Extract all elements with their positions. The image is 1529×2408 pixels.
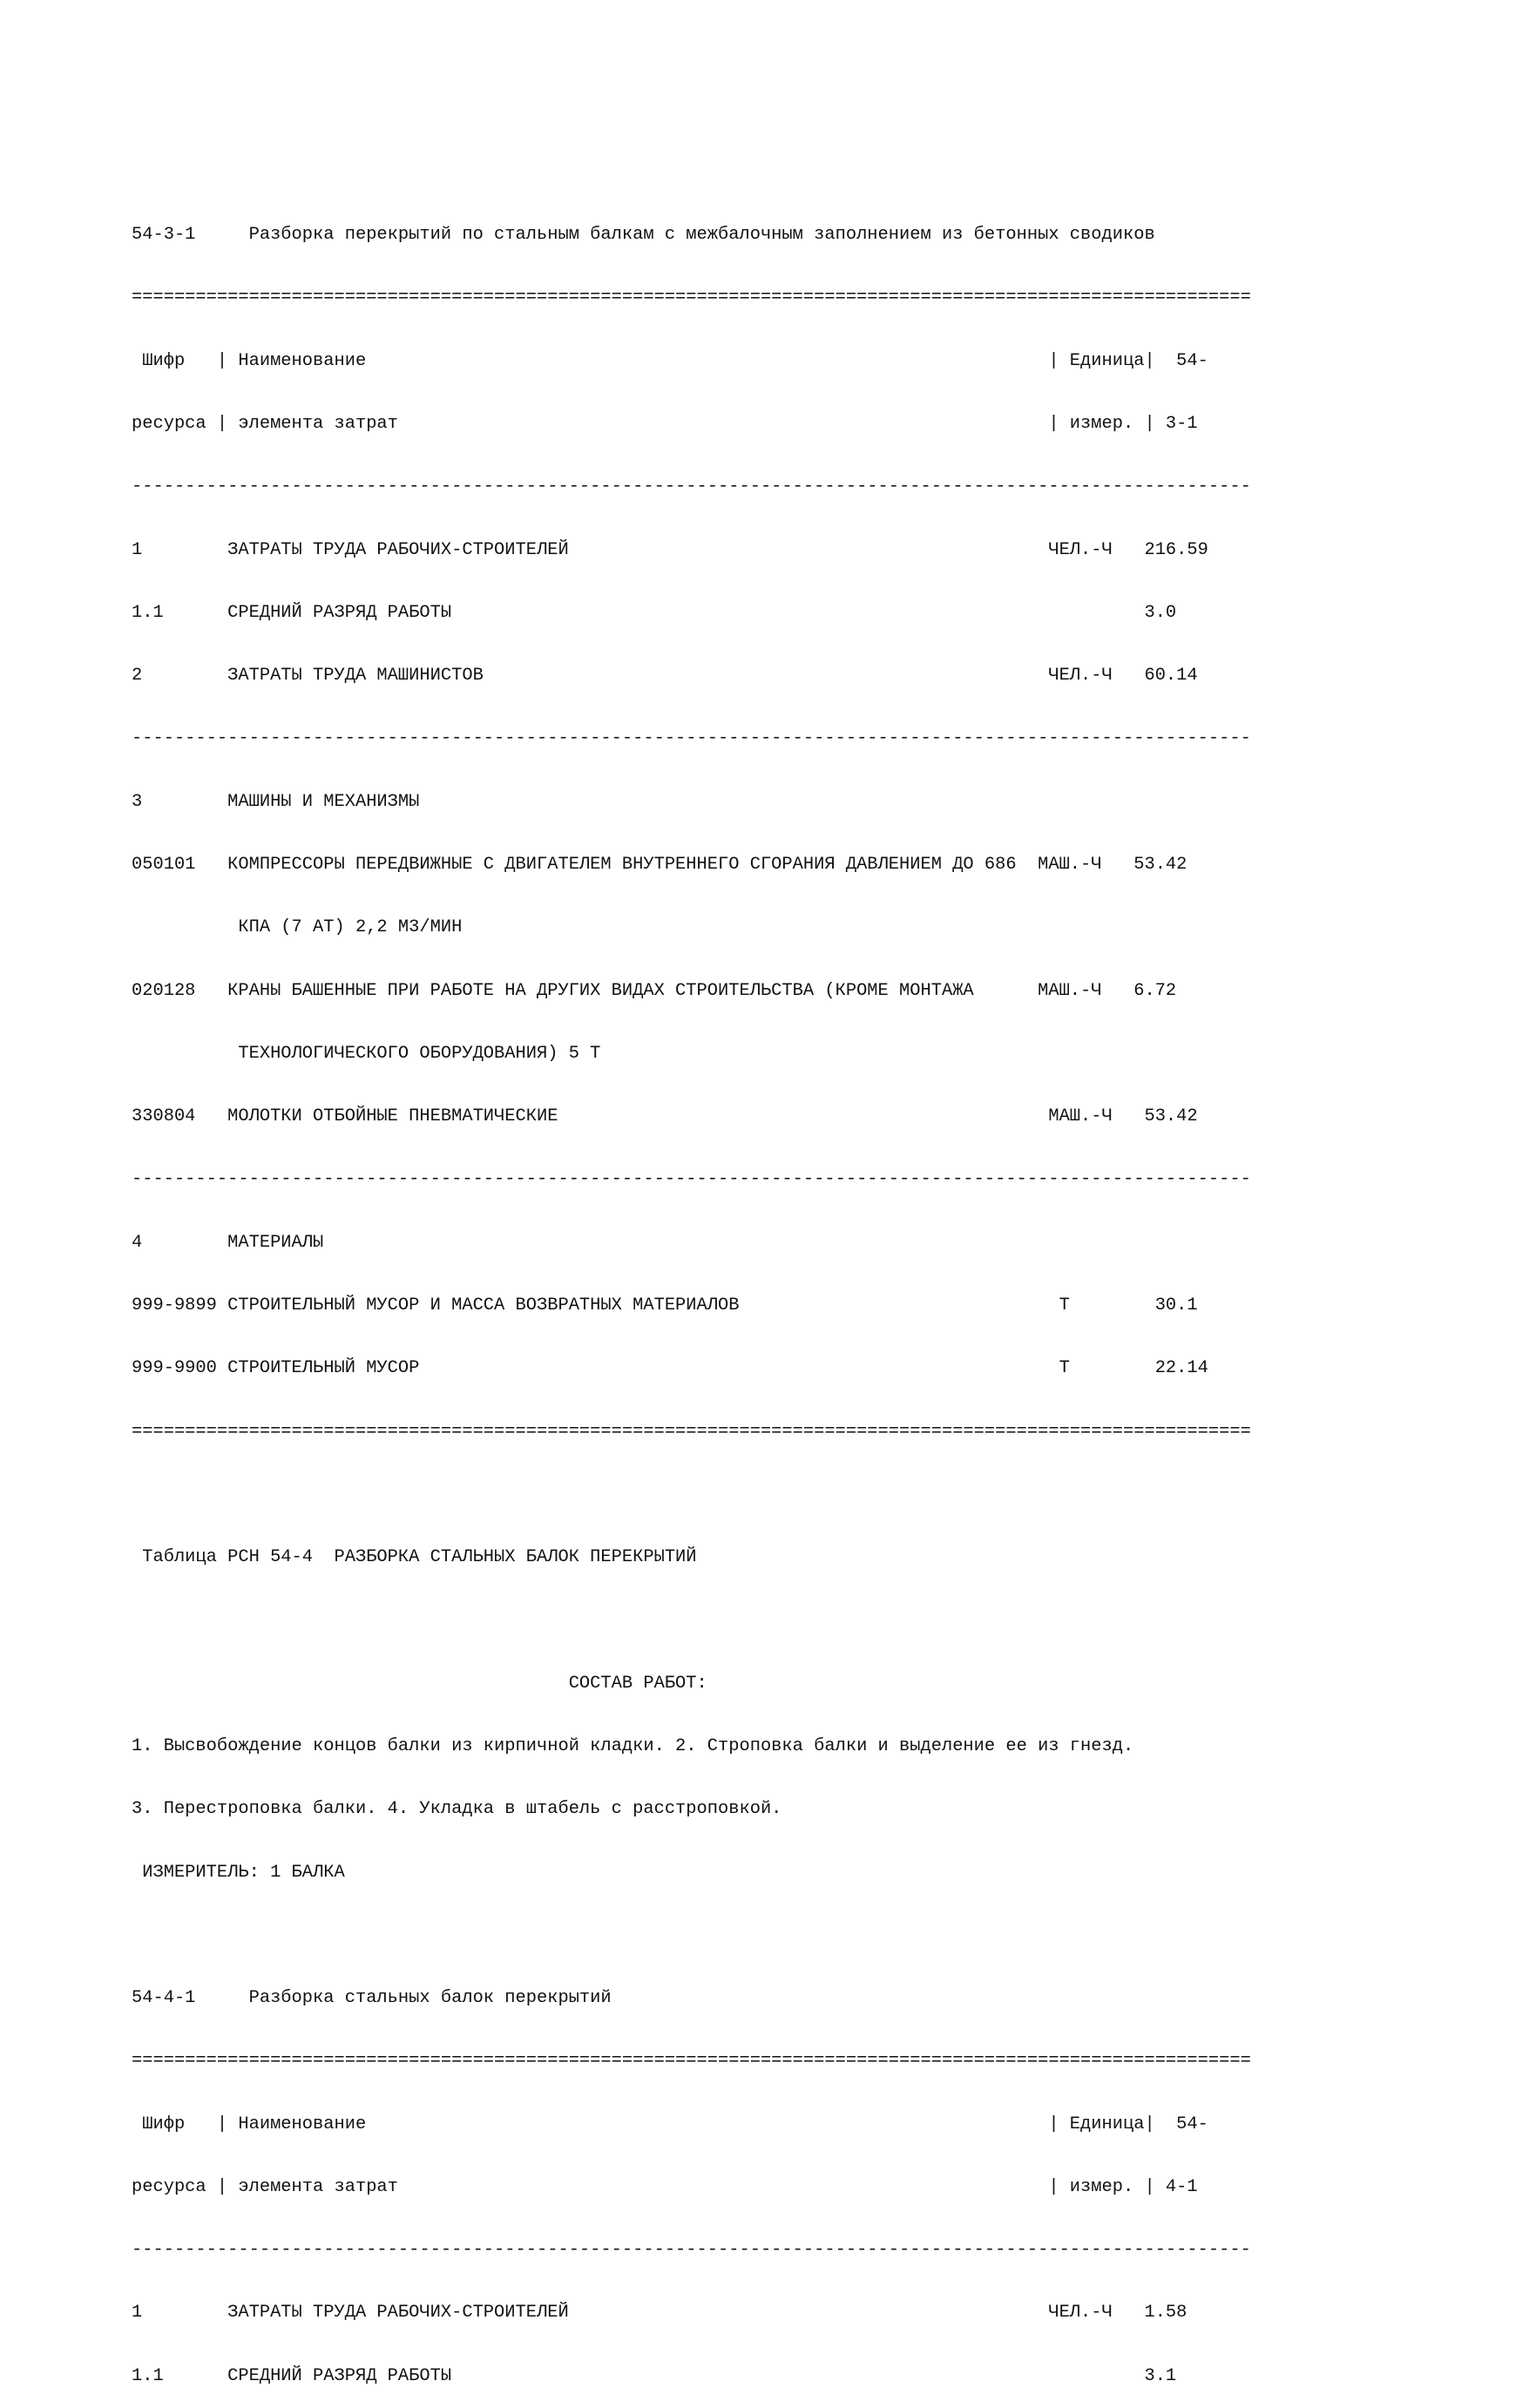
- double-rule: =========================================================================================================: [132, 1421, 1251, 1442]
- table-row: 330804 МОЛОТКИ ОТБОЙНЫЕ ПНЕВМАТИЧЕСКИЕ МАШ.-Ч 53.42: [132, 1106, 1198, 1127]
- norm-title-54-3-1: 54-3-1 Разборка перекрытий по стальным балкам с межбалочным заполнением из бетонных сводиков: [132, 225, 1155, 246]
- table-header-line-1: Шифр | Наименование | Единица| 54-: [132, 350, 1208, 371]
- table-row: 999-9900 СТРОИТЕЛЬНЫЙ МУСОР Т 22.14: [132, 1358, 1208, 1379]
- table-row: 4 МАТЕРИАЛЫ: [132, 1232, 324, 1253]
- work-composition-title: СОСТАВ РАБОТ:: [132, 1673, 707, 1694]
- double-rule: =========================================================================================================: [132, 287, 1251, 308]
- table-row: 1 ЗАТРАТЫ ТРУДА РАБОЧИХ-СТРОИТЕЛЕЙ ЧЕЛ.-Ч 216.59: [132, 539, 1208, 560]
- blank-line: [132, 1925, 1251, 1946]
- table-row: 1.1 СРЕДНИЙ РАЗРЯД РАБОТЫ 3.0: [132, 602, 1177, 623]
- work-composition-line-1: 1. Высвобождение концов балки из кирпичной кладки. 2. Строповка балки и выделение ее из гнезд.: [132, 1735, 1134, 1756]
- table-header-line-2: ресурса | элемента затрат | измер. | 3-1: [132, 414, 1198, 435]
- single-rule: ---------------------------------------------------------------------------------------------------------: [132, 2240, 1251, 2261]
- blank-line: [132, 1610, 1251, 1631]
- work-composition-line-2: 3. Перестроповка балки. 4. Укладка в штабель с расстроповкой.: [132, 1799, 782, 1820]
- double-rule: =========================================================================================================: [132, 2051, 1251, 2072]
- single-rule: ---------------------------------------------------------------------------------------------------------: [132, 728, 1251, 749]
- table-row: 020128 КРАНЫ БАШЕННЫЕ ПРИ РАБОТЕ НА ДРУГИХ ВИДАХ СТРОИТЕЛЬСТВА (КРОМЕ МОНТАЖА МАШ.-Ч 6.72: [132, 980, 1177, 1001]
- table-row-continuation: КПА (7 АТ) 2,2 М3/МИН: [132, 917, 463, 938]
- table-row: 1 ЗАТРАТЫ ТРУДА РАБОЧИХ-СТРОИТЕЛЕЙ ЧЕЛ.-Ч 1.58: [132, 2303, 1187, 2323]
- table-row: 2 ЗАТРАТЫ ТРУДА МАШИНИСТОВ ЧЕЛ.-Ч 60.14: [132, 666, 1198, 687]
- table-row: 050101 КОМПРЕССОРЫ ПЕРЕДВИЖНЫЕ С ДВИГАТЕЛЕМ ВНУТРЕННЕГО СГОРАНИЯ ДАВЛЕНИЕМ ДО 686 МАШ.-Ч 53.42: [132, 855, 1187, 875]
- norm-title-54-4-1: 54-4-1 Разборка стальных балок перекрытий: [132, 1988, 612, 2009]
- table-row: 999-9899 СТРОИТЕЛЬНЫЙ МУСОР И МАССА ВОЗВРАТНЫХ МАТЕРИАЛОВ Т 30.1: [132, 1295, 1198, 1316]
- measure-unit: ИЗМЕРИТЕЛЬ: 1 БАЛКА: [132, 1862, 345, 1883]
- table-caption: Таблица РСН 54-4 РАЗБОРКА СТАЛЬНЫХ БАЛОК ПЕРЕКРЫТИЙ: [132, 1547, 697, 1568]
- document-page: [132, 183, 1251, 2408]
- table-header-line-2: ресурса | элемента затрат | измер. | 4-1: [132, 2176, 1198, 2197]
- table-header-line-1: Шифр | Наименование | Единица| 54-: [132, 2114, 1208, 2134]
- table-row: 3 МАШИНЫ И МЕХАНИЗМЫ: [132, 791, 420, 812]
- single-rule: ---------------------------------------------------------------------------------------------------------: [132, 1169, 1251, 1190]
- blank-line: [132, 1485, 1251, 1505]
- single-rule: ---------------------------------------------------------------------------------------------------------: [132, 477, 1251, 497]
- table-row-continuation: ТЕХНОЛОГИЧЕСКОГО ОБОРУДОВАНИЯ) 5 Т: [132, 1043, 601, 1064]
- table-row: 1.1 СРЕДНИЙ РАЗРЯД РАБОТЫ 3.1: [132, 2365, 1177, 2386]
